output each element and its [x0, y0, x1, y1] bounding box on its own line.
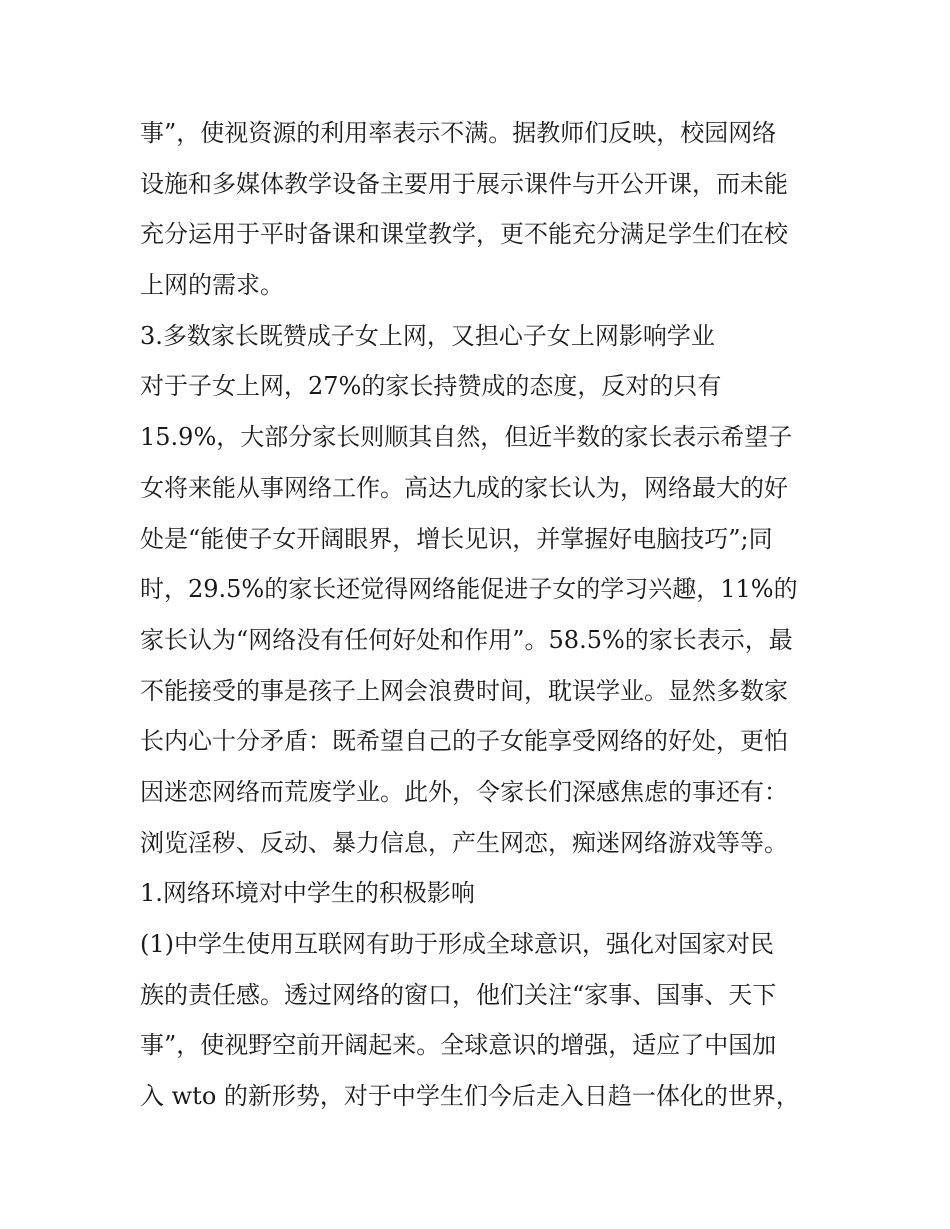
- text-line: 设施和多媒体教学设备主要用于展示课件与开公开课，而未能: [140, 169, 788, 198]
- text-line: 充分运用于平时备课和课堂教学，更不能充分满足学生们在校: [140, 220, 788, 249]
- text-line: (1)中学生使用互联网有助于形成全球意识，强化对国家对民: [140, 930, 774, 958]
- text-line: 事”，使视资源的利用率表示不满。据教师们反映，校园网络: [140, 119, 777, 147]
- section-heading: 3.多数家长既赞成子女上网，又担心子女上网影响学业: [140, 321, 715, 350]
- text-line: 对于子女上网，27%的家长持赞成的态度，反对的只有: [140, 372, 722, 401]
- text-line: 上网的需求。: [140, 271, 284, 300]
- text-line: 15.9%，大部分家长则顺其自然，但近半数的家长表示希望子: [140, 423, 793, 452]
- text-line: 时，29.5%的家长还觉得网络能促进子女的学习兴趣，11%的: [140, 575, 798, 604]
- text-line: 不能接受的事是孩子上网会浪费时间，耽误学业。显然多数家: [140, 676, 788, 705]
- text-line: 族的责任感。透过网络的窗口，他们关注“家事、国事、天下: [140, 980, 777, 1009]
- text-line: 因迷恋网络而荒废学业。此外，令家长们深感焦虑的事还有：: [140, 777, 788, 806]
- text-line: 入 wto 的新形势，对于中学生们今后走入日趋一体化的世界，: [140, 1082, 800, 1111]
- section-heading: 1.网络环境对中学生的积极影响: [140, 879, 475, 908]
- text-line: 浏览淫秽、反动、暴力信息，产生网恋，痴迷网络游戏等等。: [140, 828, 788, 857]
- text-line: 长内心十分矛盾：既希望自己的子女能享受网络的好处，更怕: [140, 727, 788, 756]
- text-line: 家长认为“网络没有任何好处和作用”。58.5%的家长表示，最: [140, 625, 793, 654]
- text-line: 处是“能使子女开阔眼界，增长见识，并掌握好电脑技巧”;同: [140, 524, 773, 553]
- text-line: 女将来能从事网络工作。高达九成的家长认为，网络最大的好: [140, 473, 788, 502]
- document-body: [140, 108, 830, 1122]
- text-line: 事”，使视野空前开阔起来。全球意识的增强，适应了中国加: [140, 1031, 777, 1060]
